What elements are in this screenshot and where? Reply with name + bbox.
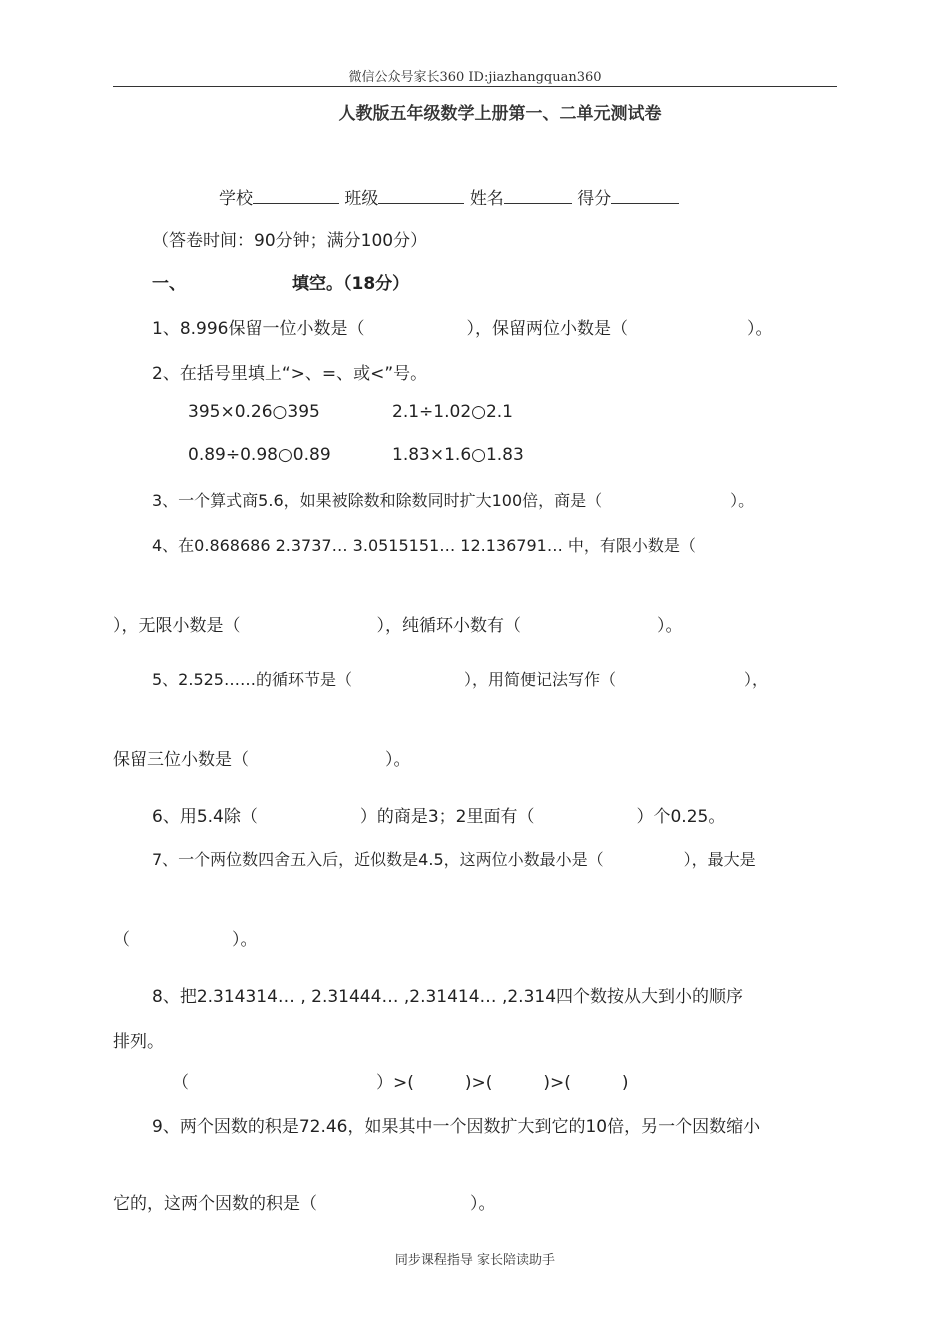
question-2: 2、在括号里填上“>、=、或<”号。	[152, 364, 428, 384]
question-7-line-1: 7、一个两位数四舍五入后，近似数是4.5，这两位小数最小是（ ），最大是	[152, 850, 756, 869]
header-divider	[113, 86, 837, 87]
question-4-line-2: ），无限小数是（ ），纯循环小数有（ ）。	[113, 616, 683, 636]
question-8-line-2: 排列。	[113, 1032, 164, 1052]
time-note: （答卷时间：90分钟；满分100分）	[152, 231, 428, 251]
page-footer: 同步课程指导 家长陪读助手	[394, 1253, 556, 1268]
page-title: 人教版五年级数学上册第一、二单元测试卷	[338, 104, 662, 124]
question-2-item-a: 395×0.26○395	[188, 402, 320, 422]
school-blank	[253, 185, 339, 204]
name-blank	[504, 185, 572, 204]
question-4-line-1: 4、在0.868686 2.3737… 3.0515151… 12.136791… 中，有限小数是（	[152, 536, 696, 555]
question-3: 3、一个算式商5.6，如果被除数和除数同时扩大100倍，商是（ ）。	[152, 491, 755, 510]
question-9-line-2: 它的，这两个因数的积是（ ）。	[113, 1194, 496, 1214]
question-8-line-1: 8、把2.314314… , 2.31444… ,2.31414… ,2.314四个数按从大到小的顺序	[152, 987, 744, 1007]
section-number: 一、	[152, 274, 186, 294]
page-header: 微信公众号家长360 ID:jiazhangquan360	[348, 70, 602, 85]
question-2-item-c: 0.89÷0.98○0.89	[188, 445, 331, 465]
question-2-item-d: 1.83×1.6○1.83	[392, 445, 524, 465]
question-9-line-1: 9、两个因数的积是72.46，如果其中一个因数扩大到它的10倍，另一个因数缩小	[152, 1117, 761, 1137]
question-5-line-2: 保留三位小数是（ ）。	[113, 750, 411, 770]
question-7-line-2: （ ）。	[113, 930, 258, 950]
score-blank	[611, 185, 679, 204]
student-info-row	[219, 184, 679, 209]
class-blank	[378, 185, 464, 204]
score-label: 得分	[577, 189, 612, 209]
name-label: 姓名	[469, 189, 504, 209]
question-6: 6、用5.4除（ ）的商是3；2里面有（ ）个0.25。	[152, 807, 726, 827]
class-label: 班级	[344, 189, 379, 209]
question-1: 1、8.996保留一位小数是（ ），保留两位小数是（ ）。	[152, 319, 773, 339]
school-label: 学校	[219, 189, 253, 209]
question-5-line-1: 5、2.525……的循环节是（ ），用简便记法写作（ ），	[152, 670, 768, 689]
question-2-item-b: 2.1÷1.02○2.1	[392, 402, 514, 422]
question-8-answer-row: （ ）>( )>( )>( )	[172, 1073, 629, 1093]
section-title: 填空。（18分）	[292, 274, 410, 294]
